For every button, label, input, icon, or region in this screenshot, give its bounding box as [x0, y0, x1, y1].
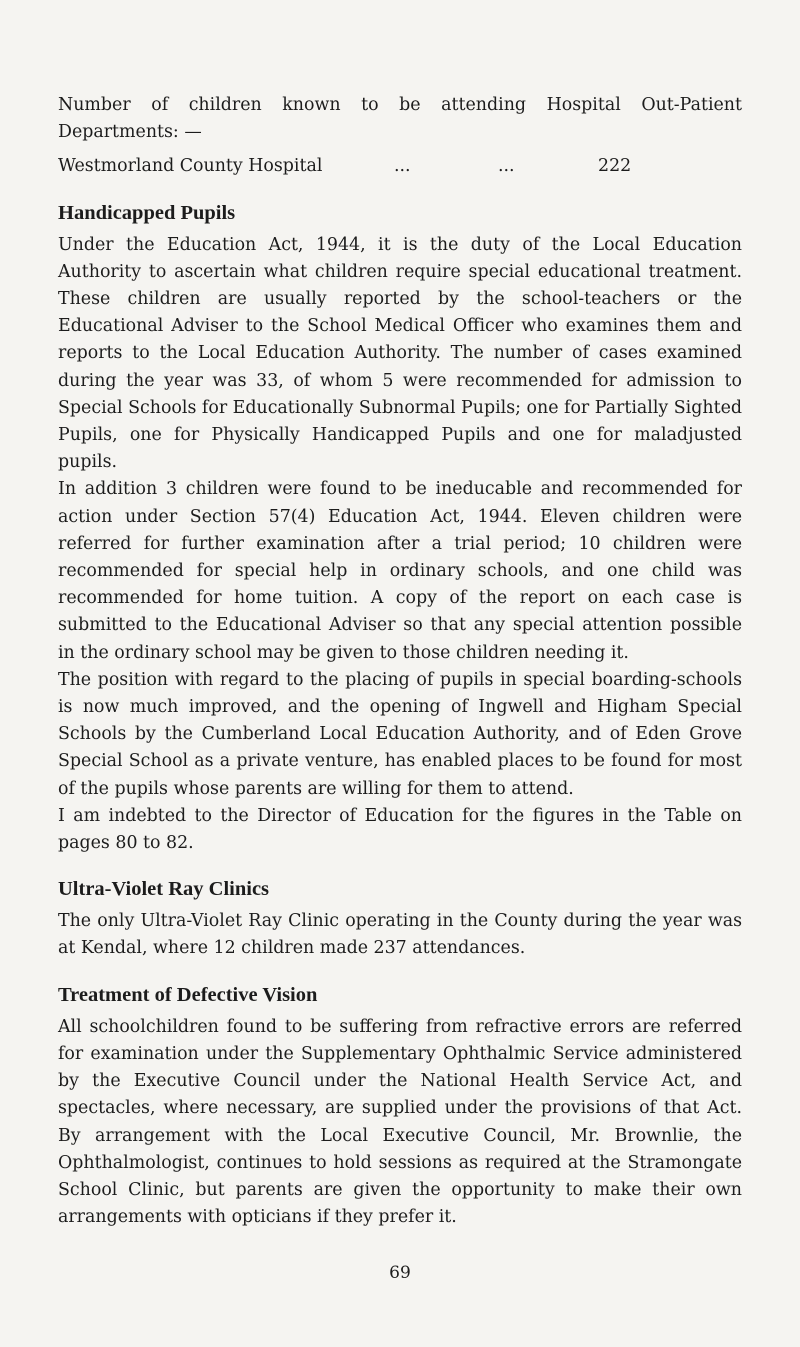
hospital-name: Westmorland County Hospital: [58, 156, 323, 177]
section-heading-ultra-violet: Ultra-Violet Ray Clinics: [58, 878, 270, 901]
section-heading-handicapped-pupils: Handicapped Pupils: [58, 201, 236, 224]
paragraph: The only Ultra-Violet Ray Clinic operating in the County during the year was at Kendal, where 12 children made 237 attendances.: [58, 911, 742, 959]
paragraph: The position with regard to the placing of pupils in special boarding-schools is now much improved, and the opening of Ingwell and Higham Special Schools by the Cumberland Local Education Authority, and of Eden Grove Special School as a private venture, has enabled places to be found for most of the pupils whose parents are willing for them to attend.: [58, 669, 742, 799]
page-number: 69: [389, 1263, 411, 1283]
paragraph: Under the Education Act, 1944, it is the duty of the Local Education Authority to ascertain what children require special educational treatment. These children are usually reported by the school-teachers or the Educational Adviser to the School Medical Officer who examines them and reports to the Local Education Authority. The number of cases examined during the year was 33, of whom 5 were recommended for admission to Special Schools for Educationally Subnormal Pupils; one for Partially Sighted Pupils, one for Physically Handicapped Pupils and one for maladjusted pupils.: [58, 234, 742, 473]
section-heading-defective-vision: Treatment of Defective Vision: [58, 983, 318, 1006]
hospital-count: 222: [598, 156, 632, 177]
hospital-row: [58, 153, 742, 180]
paragraph: In addition 3 children were found to be ineducable and recommended for action under Section 57(4) Education Act, 1944. Eleven children were referred for further examination after a trial period; 10 children were recommended for special help in ordinary schools, and one child was recommended for home tuition. A copy of the report on each case is submitted to the Educational Adviser so that any special attention possible in the ordinary school may be given to those children needing it.: [58, 479, 742, 663]
paragraph: All schoolchildren found to be suffering from refractive errors are referred for examination under the Supplementary Ophthalmic Service administered by the Executive Council under the National Health Service Act, and spectacles, where necessary, are supplied under the provisions of that Act. By arrangement with the Local Executive Council, Mr. Brownlie, the Ophthalmologist, continues to hold sessions as required at the Stramongate School Clinic, but parents are given the opportunity to make their own arrangements with opticians if they prefer it.: [58, 1016, 742, 1228]
document-page: [58, 92, 742, 1231]
leader-dots: ...: [394, 156, 411, 177]
intro-text: Number of children known to be attending Hospital Out-Patient Departments: —: [58, 95, 742, 143]
paragraph: I am indebted to the Director of Education for the figures in the Table on pages 80 to 82.: [58, 805, 742, 854]
leader-dots: ...: [498, 156, 515, 177]
